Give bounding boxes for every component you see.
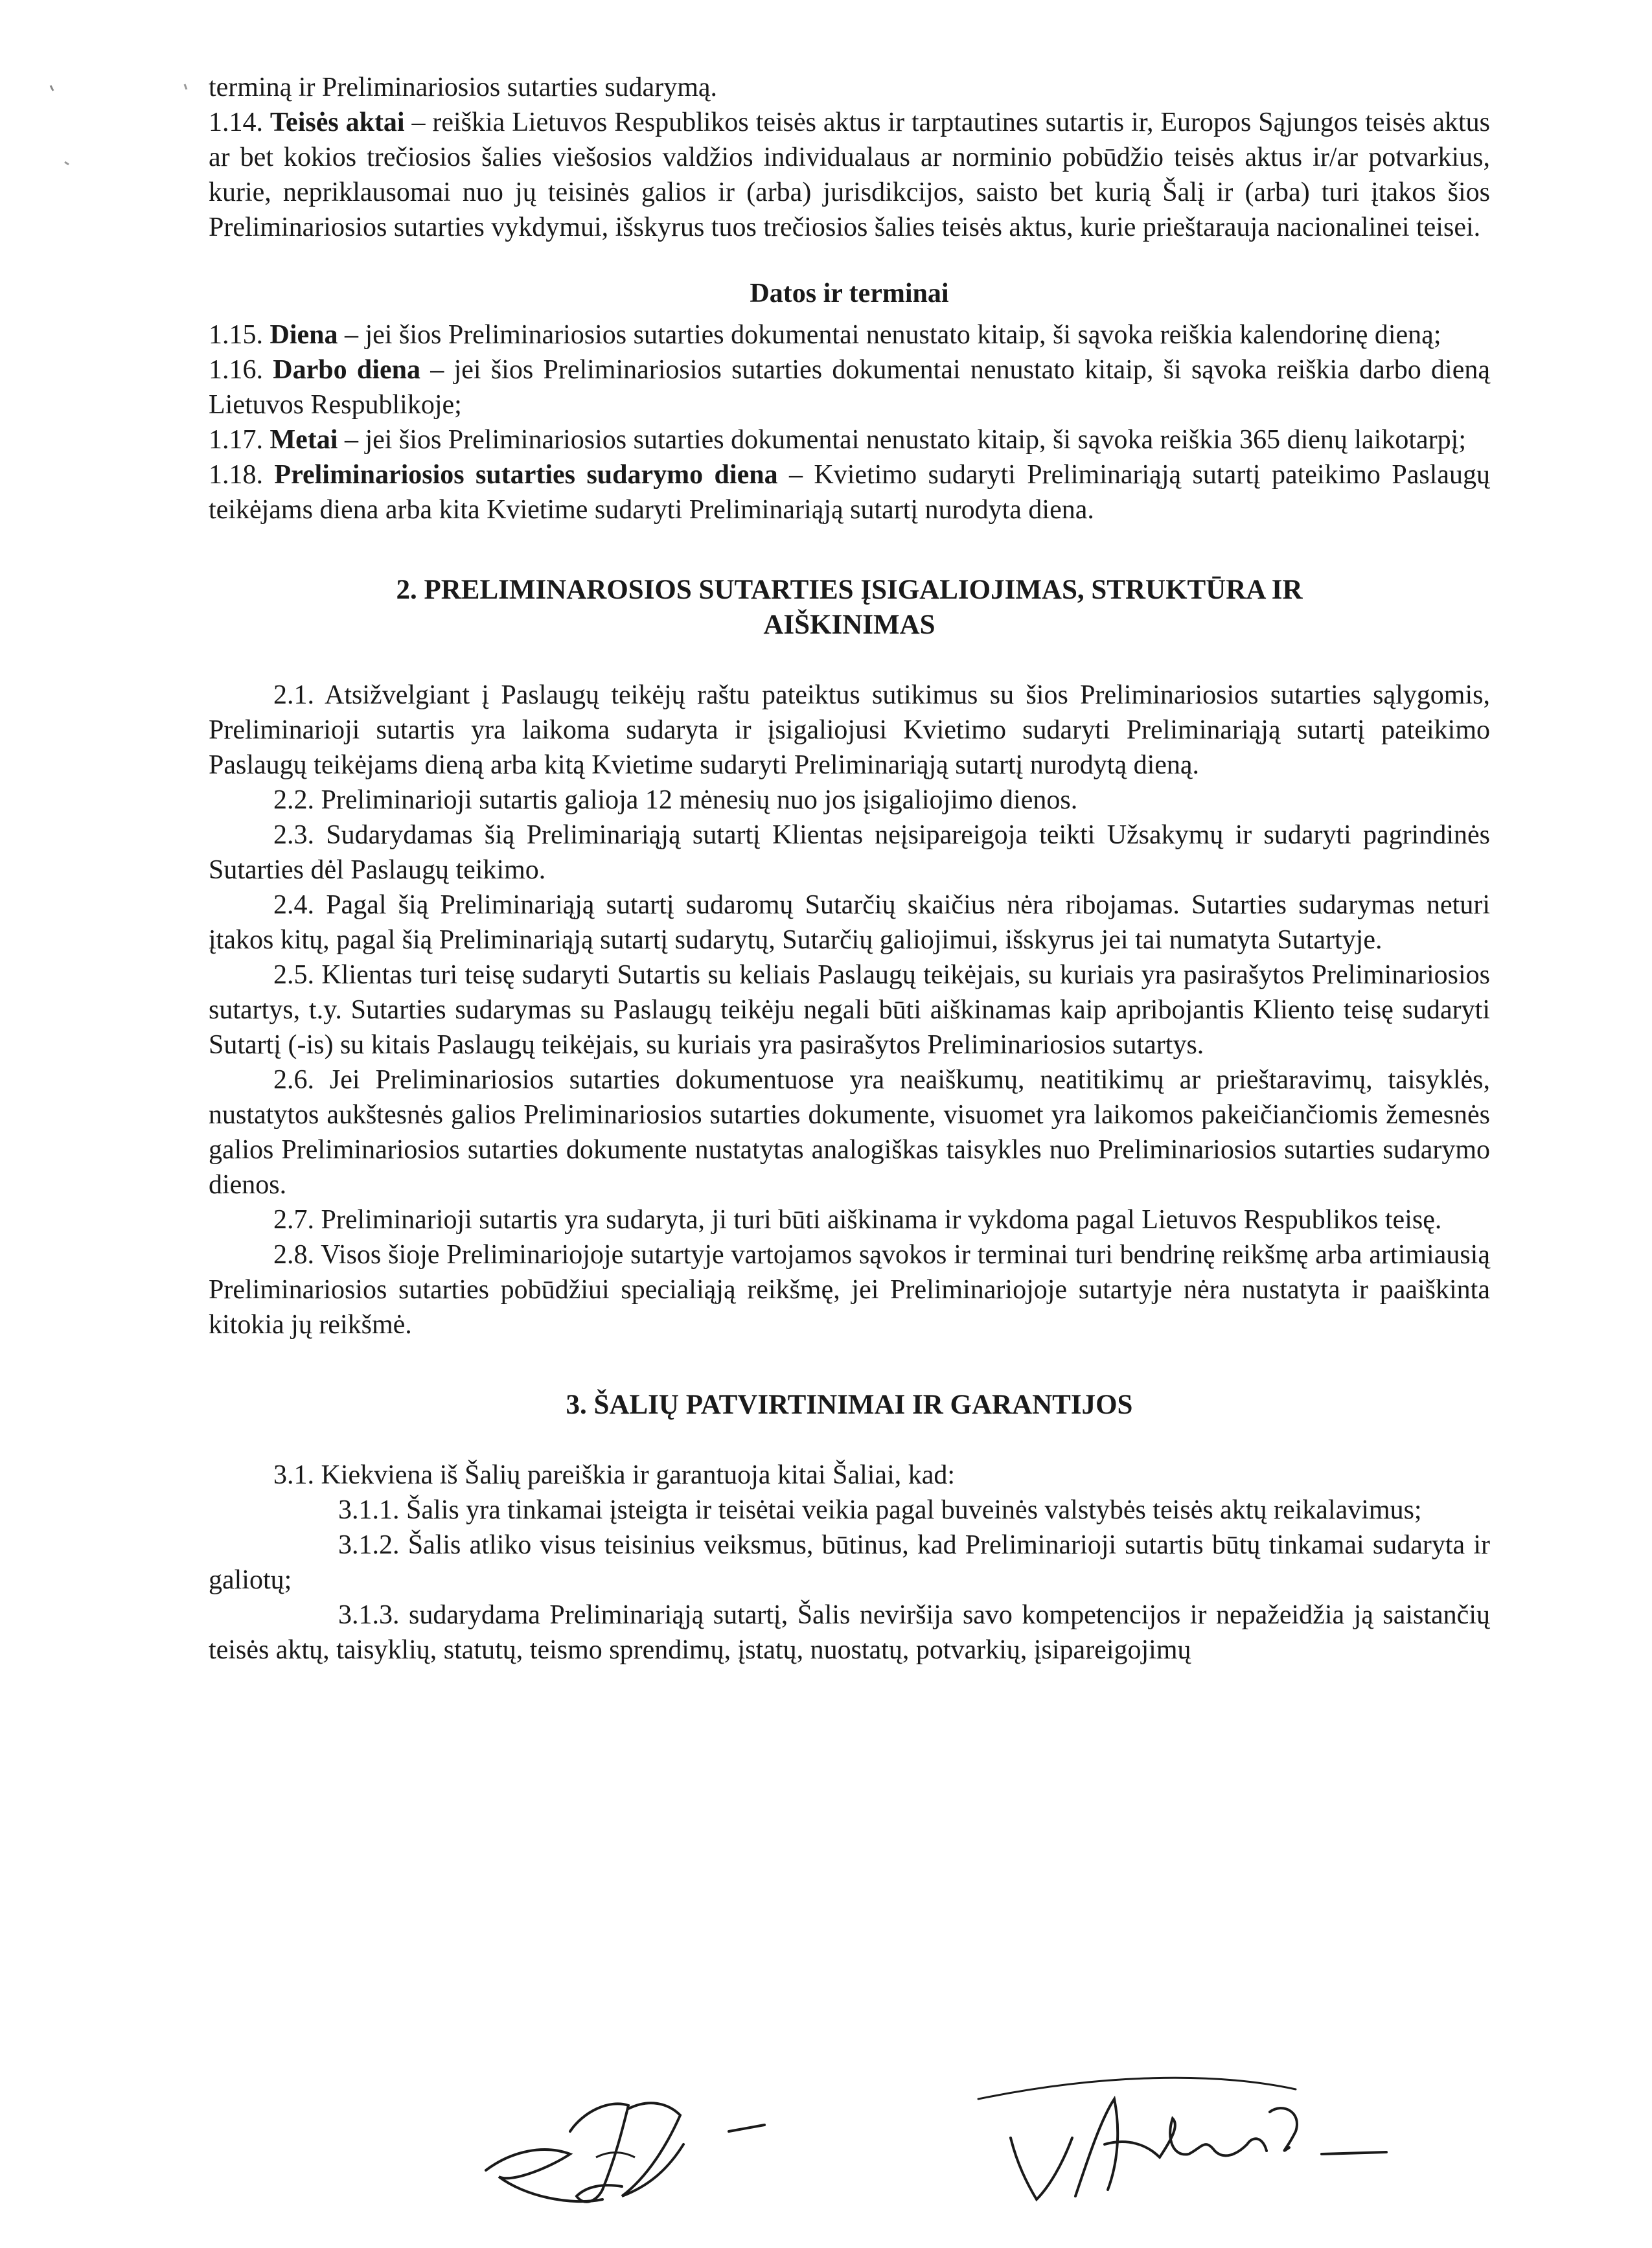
clause-3-1: 3.1. Kiekviena iš Šalių pareiškia ir garantuoja kitai Šaliai, kad: xyxy=(273,1460,956,1490)
clause-2-6: 2.6. Jei Preliminariosios sutarties dokumentuose yra neaiškumų, neatitikimų ar prieštaravimų, taisyklės, nustatytos aukštesnės galios Preliminariosios sutarties dokumente, visuomet yra laikomos pakeičiančiomis žemesnės galios Preliminariosios sutarties dokumente nustatytas analogiškas taisykles nuo Preliminariosios sutarties sudarymo dienos. xyxy=(209,1065,1490,1200)
clause-2-3: 2.3. Sudarydamas šią Preliminariąją sutartį Klientas neįsipareigoja teikti Užsakymų ir sudaryti pagrindinės Sutarties dėl Paslaugų teikimo. xyxy=(209,820,1490,885)
defined-term: Preliminariosios sutarties sudarymo diena xyxy=(274,460,778,490)
definition-1-16 xyxy=(209,352,1490,422)
definition-1-15 xyxy=(209,317,1490,352)
defined-term: Diena xyxy=(270,320,338,350)
clause-3-1-3: 3.1.3. sudarydama Preliminariąją sutartį, Šalis neviršija savo kompetencijos ir nepažeidžia ją saistančių teisės aktų, taisyklių, statutų, teismo sprendimų, įstatų, nuostatų, potvarkių, įsipareigojimų xyxy=(209,1600,1490,1665)
clause-number: 1.17. xyxy=(209,425,263,455)
definition-text: – jei šios Preliminariosios sutarties dokumentai nenustato kitaip, ši sąvoka reiškia kalendorinę dieną; xyxy=(338,320,1441,350)
clause-number: 1.15. xyxy=(209,320,263,350)
definition-text: – reiškia Lietuvos Respublikos teisės aktus ir tarptautines sutartis ir, Europos Sąjungos teisės aktus ar bet kokios trečiosios šalies viešosios valdžios individualaus ar norminio pobūdžio teisės aktus ir/ar potvarkius, kurie, nepriklausomai nuo jų teisinės galios ir (arba) jurisdikcijos, saisto bet kurią Šalį ir (arba) turi įtakos šios Preliminariosios sutarties vykdymui, išskyrus tuos trečiosios šalies teisės aktus, kurie prieštarauja nacionalinei teisei. xyxy=(209,108,1490,242)
signature-left xyxy=(473,2054,810,2222)
definition-1-14 xyxy=(209,105,1490,245)
defined-term: Teisės aktai xyxy=(270,108,405,137)
clause-3-1-2: 3.1.2. Šalis atliko visus teisinius veiksmus, būtinus, kad Preliminarioji sutartis būtų tinkamai sudaryta ir galiotų; xyxy=(209,1530,1490,1595)
section-2-heading: 2. PRELIMINAROSIOS SUTARTIES ĮSIGALIOJIMAS, STRUKTŪRA IR AIŠKINIMAS xyxy=(396,575,1303,640)
defined-term: Metai xyxy=(270,425,338,455)
clause-2-4: 2.4. Pagal šią Preliminariąją sutartį sudaromų Sutarčių skaičius nėra ribojamas. Sutarties sudarymas neturi įtakos kitų, pagal šią Preliminariąją sutartį sudarytų, Sutarčių galiojimui, išskyrus jei tai numatyta Sutartyje. xyxy=(209,890,1490,955)
clause-2-7: 2.7. Preliminarioji sutartis yra sudaryta, ji turi būti aiškinama ir vykdoma pagal Lietuvos Respublikos teisę. xyxy=(273,1205,1442,1235)
signatures-area xyxy=(0,2041,1652,2248)
clause-2-5: 2.5. Klientas turi teisę sudaryti Sutartis su keliais Paslaugų teikėjais, su kuriais yra pasirašytos Preliminariosios sutartys, t.y. Sutarties sudarymas su Paslaugų teikėju negali būti aiškinamas kaip apribojantis Kliento teisę sudaryti Sutartį (-is) su kitais Paslaugų teikėjais, su kuriais yra pasirašytos Preliminariosios sutartys. xyxy=(209,960,1490,1060)
definition-1-18 xyxy=(209,457,1490,527)
clause-3-1-1: 3.1.1. Šalis yra tinkamai įsteigta ir teisėtai veikia pagal buveinės valstybės teisės aktų reikalavimus; xyxy=(338,1495,1422,1525)
scan-marks xyxy=(39,26,207,194)
clause-2-8: 2.8. Visos šioje Preliminariojoje sutartyje vartojamos sąvokos ir terminai turi bendrinę reikšmę arba artimiausią Preliminariosios sutarties pobūdžiui specialiąją reikšmę, jei Preliminariojoje sutartyje nėra nustatyta ir paaiškinta kitokia jų reikšmė. xyxy=(209,1240,1490,1340)
document-body xyxy=(209,70,1490,1668)
definition-1-17 xyxy=(209,422,1490,457)
clause-number: 1.14. xyxy=(209,108,263,137)
clause-2-1: 2.1. Atsižvelgiant į Paslaugų teikėjų raštu pateiktus sutikimus su šios Preliminariosios sutarties sąlygomis, Preliminarioji sutartis yra laikoma sudaryta ir įsigaliojusi Kvietimo sudaryti Preliminariąją sutartį pateikimo Paslaugų teikėjams dieną arba kitą Kvietime sudaryti Preliminariąją sutartį nurodytą dieną. xyxy=(209,680,1490,780)
definition-text: – Kvietimo sudaryti Preliminariąją sutartį pateikimo Paslaugų teikėjams diena arba kita Kvietime sudaryti Preliminariąją sutartį nurodyta diena. xyxy=(209,460,1490,525)
clause-2-2: 2.2. Preliminarioji sutartis galioja 12 mėnesių nuo jos įsigaliojimo dienos. xyxy=(273,785,1078,815)
section-3-heading: 3. ŠALIŲ PATVIRTINIMAI IR GARANTIJOS xyxy=(566,1390,1133,1420)
clause-number: 1.18. xyxy=(209,460,263,490)
signature-right xyxy=(959,2041,1425,2235)
intro-line: terminą ir Preliminariosios sutarties sudarymą. xyxy=(209,73,717,102)
subheading-dates-terms: Datos ir terminai xyxy=(750,279,949,308)
definition-text: – jei šios Preliminariosios sutarties dokumentai nenustato kitaip, ši sąvoka reiškia 365 dienų laikotarpį; xyxy=(338,425,1466,455)
defined-term: Darbo diena xyxy=(273,355,420,385)
clause-number: 1.16. xyxy=(209,355,263,385)
definition-text: – jei šios Preliminariosios sutarties dokumentai nenustato kitaip, ši sąvoka reiškia darbo dieną Lietuvos Respublikoje; xyxy=(209,355,1490,420)
